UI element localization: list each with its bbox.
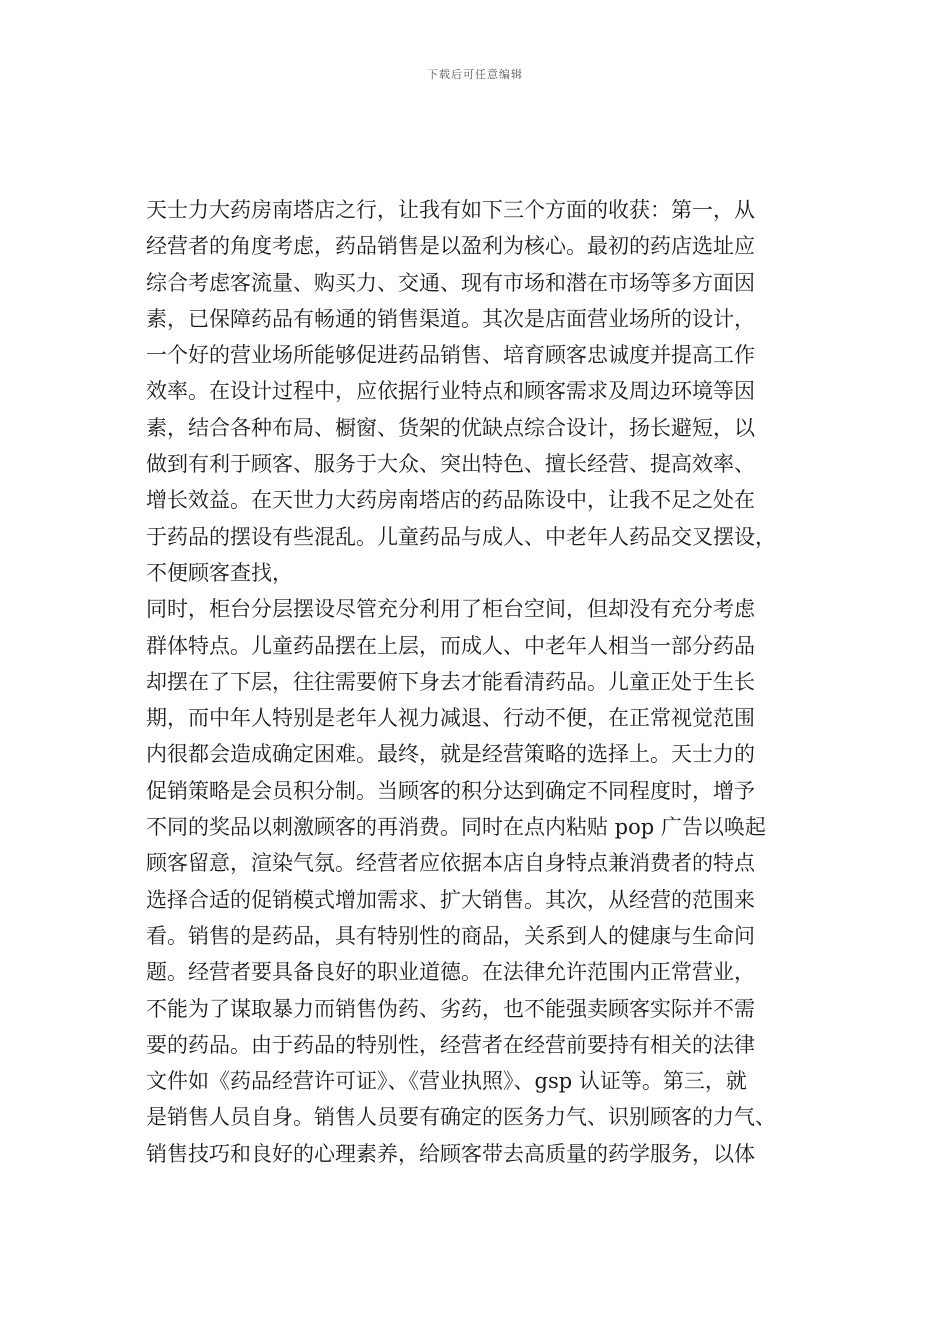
text-line: 促销策略是会员积分制。当顾客的积分达到确定不同程度时，增予 — [146, 778, 755, 803]
text-line: 同时，柜台分层摆设尽管充分利用了柜台空间，但却没有充分考虑 — [146, 597, 755, 622]
text-line: 不便顾客查找， — [146, 560, 293, 585]
text-line: 于药品的摆设有些混乱。儿童药品与成人、中老年人药品交叉摆设， — [146, 524, 776, 549]
text-line: 天士力大药房南塔店之行，让我有如下三个方面的收获：第一，从 — [146, 198, 755, 222]
text-line: 不同的奖品以刺激顾客的再消费。同时在点内粘贴 pop 广告以唤起 — [146, 815, 766, 840]
text-line: 一个好的营业场所能够促进药品销售、培育顾客忠诚度并提高工作 — [146, 343, 755, 368]
text-line: 要的药品。由于药品的特别性，经营者在经营前要持有相关的法律 — [146, 1032, 755, 1057]
page-header-note: 下载后可任意编辑 — [427, 68, 523, 81]
text-line: 顾客留意，渲染气氛。经营者应依据本店自身特点兼消费者的特点 — [146, 851, 755, 876]
text-line: 不能为了谋取暴力而销售伪药、劣药，也不能强卖顾客实际并不需 — [146, 996, 755, 1021]
text-line: 综合考虑客流量、购买力、交通、现有市场和潜在市场等多方面因 — [146, 270, 755, 295]
text-line: 增长效益。在天世力大药房南塔店的药品陈设中，让我不足之处在 — [146, 488, 755, 513]
text-line: 是销售人员自身。销售人员要有确定的医务力气、识别顾客的力气、 — [146, 1105, 776, 1130]
text-line: 选择合适的促销模式增加需求、扩大销售。其次，从经营的范围来 — [146, 887, 755, 912]
text-line: 素，已保障药品有畅通的销售渠道。其次是店面营业场所的设计， — [146, 306, 755, 331]
text-line: 群体特点。儿童药品摆在上层，而成人、中老年人相当一部分药品 — [146, 633, 755, 658]
text-line: 经营者的角度考虑，药品销售是以盈利为核心。最初的药店选址应 — [146, 234, 755, 259]
text-line: 文件如《药品经营许可证》、《营业执照》、gsp 认证等。第三，就 — [146, 1069, 747, 1094]
text-line: 期，而中年人特别是老年人视力减退、行动不便，在正常视觉范围 — [146, 706, 755, 731]
text-line: 销售技巧和良好的心理素养，给顾客带去高质量的药学服务，以体 — [146, 1141, 755, 1166]
text-line: 题。经营者要具备良好的职业道德。在法律允许范围内正常营业， — [146, 960, 755, 985]
text-line: 效率。在设计过程中，应依据行业特点和顾客需求及周边环境等因 — [146, 379, 755, 404]
text-line: 做到有利于顾客、服务于大众、突出特色、擅长经营、提高效率、 — [146, 452, 755, 477]
text-line: 却摆在了下层，往往需要俯下身去才能看清药品。儿童正处于生长 — [146, 669, 755, 694]
document-body — [146, 192, 814, 1172]
text-line: 素，结合各种布局、橱窗、货架的优缺点综合设计，扬长避短，以 — [146, 415, 755, 440]
text-line: 内很都会造成确定困难。最终，就是经营策略的选择上。天士力的 — [146, 742, 755, 767]
text-line: 看。销售的是药品，具有特别性的商品，关系到人的健康与生命问 — [146, 923, 755, 948]
